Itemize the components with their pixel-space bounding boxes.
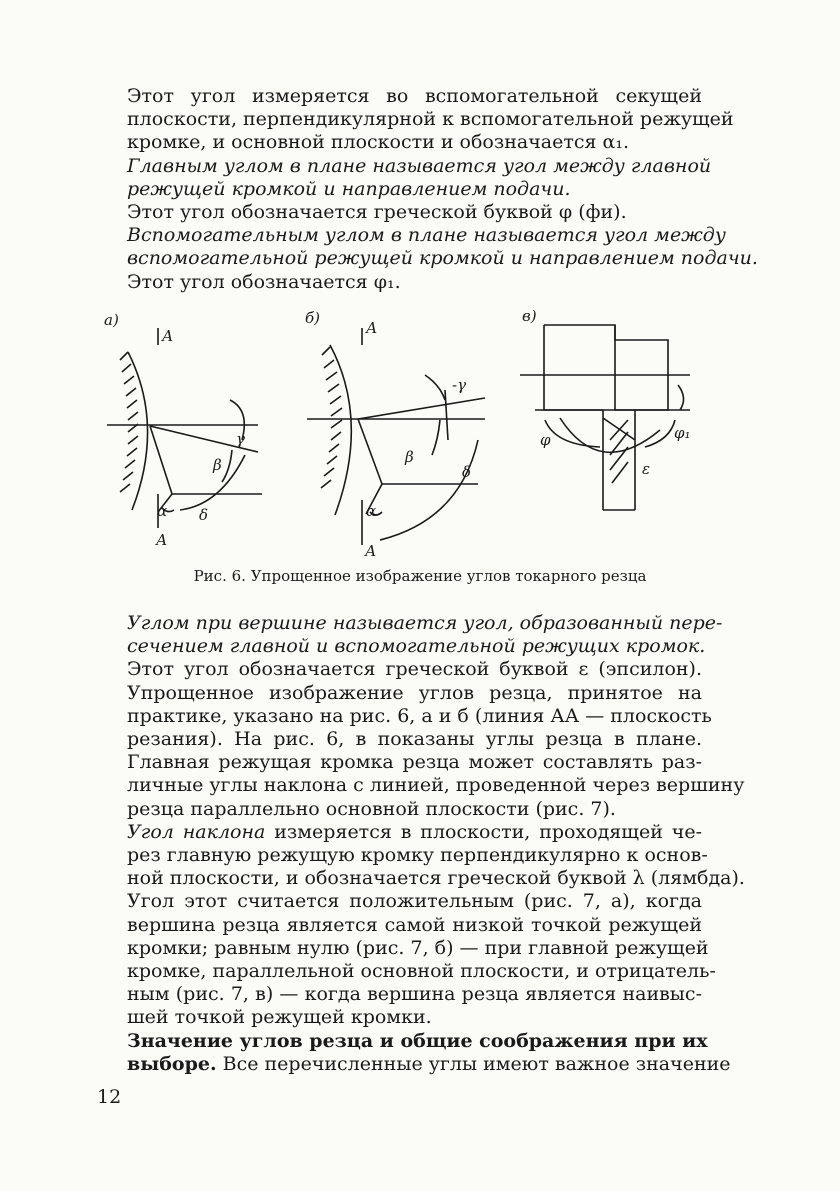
text-line: ной плоскости, и обозначается греческой буквой λ (лямбда). xyxy=(127,867,745,890)
text-line: рез главную режущую кромку перпендикулярно к основ- xyxy=(127,844,708,866)
text-line: Вспомогательным углом в плане называется угол между xyxy=(127,224,726,247)
axis-b-bottom-label: А xyxy=(365,542,377,560)
panel-b-label: б) xyxy=(305,309,321,327)
text-line: Значение углов резца и общие соображения при их xyxy=(127,1029,708,1052)
text-line: личные углы наклона с линией, проведенной через вершину xyxy=(127,774,745,797)
text-line: ным (рис. 7, в) — когда вершина резца является наивыс- xyxy=(127,983,702,1006)
text-line: шей точкой режущей кромки. xyxy=(127,1006,432,1029)
text-line: Угол наклона измеряется в плоскости, проходящей че- xyxy=(127,820,702,843)
panel-b-drawing xyxy=(307,328,485,545)
text-line: плоскости, перпендикулярной к вспомогательной режущей xyxy=(127,108,734,131)
text-line: Этот угол обозначается греческой буквой φ (фи). xyxy=(127,201,627,223)
text-line: вершина резца является самой низкой точкой режущей xyxy=(127,913,702,936)
beta-b-label: β xyxy=(405,448,414,466)
text-line: кромки; равным нулю (рис. 7, б) — при главной режущей xyxy=(127,936,709,959)
panel-a-label: а) xyxy=(104,311,119,329)
text-line: Главная режущая кромка резца может составлять раз- xyxy=(127,751,702,774)
text-line: Этот угол измеряется во вспомогательной секущей xyxy=(127,85,702,107)
text-line: кромке, и основной плоскости и обозначается α₁. xyxy=(127,131,629,154)
text-line: Главным углом в плане называется угол между главной xyxy=(127,154,712,177)
text-line: резания). На рис. 6, в показаны углы резца в плане. xyxy=(127,728,702,750)
minus-gamma-label: -γ xyxy=(452,376,467,394)
text-line: режущей кромкой и направлением подачи. xyxy=(127,177,571,200)
alpha-label: α xyxy=(157,502,168,520)
alpha-b-label: α xyxy=(366,502,377,520)
page-number: 12 xyxy=(97,1086,122,1108)
text-line: Упрощенное изображение углов резца, принятое на xyxy=(127,681,702,704)
text-line: резца параллельно основной плоскости (рис. 7). xyxy=(127,797,616,820)
phi1-label: φ₁ xyxy=(674,424,691,442)
text-line: вспомогательной режущей кромкой и направлением подачи. xyxy=(127,247,758,270)
text-line: выборе. Все перечисленные углы имеют важное значение xyxy=(127,1052,731,1075)
axis-b-top-label: А xyxy=(366,319,378,337)
delta-label: δ xyxy=(199,506,209,524)
epsilon-label: ε xyxy=(642,460,651,478)
bold-term: выборе. xyxy=(127,1052,217,1075)
figure-caption: Рис. 6. Упрощенное изображение углов токарного резца xyxy=(193,567,647,585)
panel-c-label: в) xyxy=(522,307,537,325)
panel-a-drawing xyxy=(107,328,262,528)
text-line: Угол этот считается положительным (рис. 7, а), когда xyxy=(127,890,702,913)
gamma-label: γ xyxy=(236,430,245,448)
text-line: кромке, параллельной основной плоскости, и отрицатель- xyxy=(127,960,716,982)
axis-a-top-label: А xyxy=(162,327,174,345)
beta-label: β xyxy=(213,456,222,474)
text-line: Этот угол обозначается φ₁. xyxy=(127,270,401,293)
italic-term: Угол наклона xyxy=(127,820,266,843)
text-line: практике, указано на рис. 6, а и б (линия АА — плоскость xyxy=(127,704,712,727)
text-line: сечением главной и вспомогательной режущих кромок. xyxy=(127,635,706,658)
text-line: Этот угол обозначается греческой буквой ε (эпсилон). xyxy=(127,658,702,681)
axis-a-bottom-label: А xyxy=(156,531,168,549)
panel-c-drawing xyxy=(520,325,690,510)
phi-label: φ xyxy=(540,431,551,449)
delta-b-label: δ xyxy=(462,463,472,481)
text-line: Углом при вершине называется угол, образованный пере- xyxy=(127,612,723,634)
